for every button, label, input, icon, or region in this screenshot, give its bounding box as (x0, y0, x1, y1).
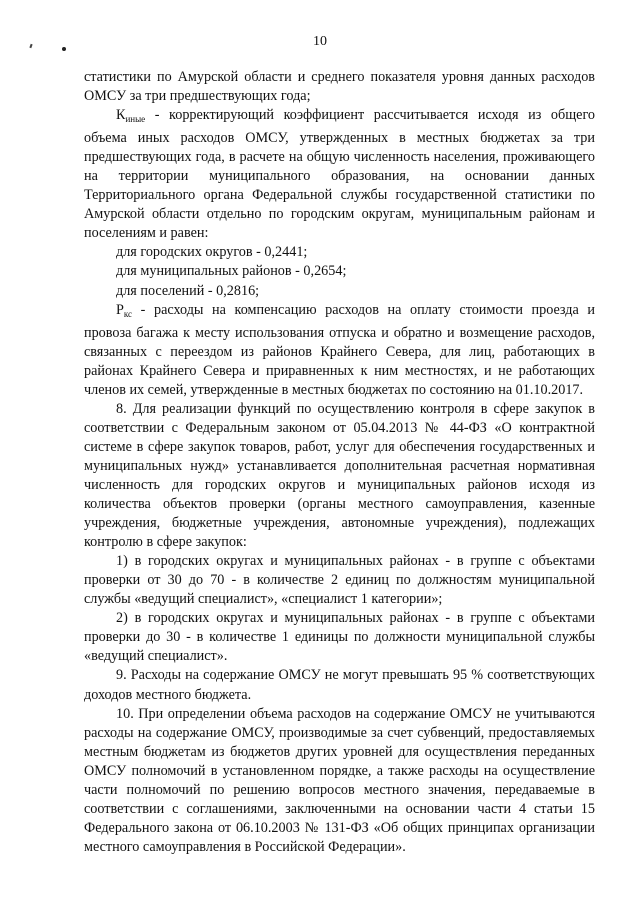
coefficient-settlements: для поселений - 0,2816; (116, 282, 260, 299)
paragraph-continuation: статистики по Амурской области и среднего показателя уровня данных расходов ОМСУ за три предшествующих года; (84, 69, 595, 105)
paragraph-8-item-2: 2) в городских округах и муниципальных районах - в группе с объектами проверки до 30 - в количестве 1 единицы по должности муниципальной службы «ведущий специалист». (84, 610, 595, 665)
paragraph-8: 8. Для реализации функций по осуществлению контроля в сфере закупок в соответствии с Федеральным законом от 05.04.2013 № 44-ФЗ «О контрактной системе в сфере закупок товаров, работ, услуг для обеспечения государственных и муниципальных нужд» устанавливается дополнительная расчетная нормативная численность для городских округов и муниципальных районов исходя из количества объектов проверки (органы местного самоуправления, казенные учреждения, бюджетные учреждения, автономные учреждения), подлежащих контролю в сфере закупок: (84, 400, 595, 551)
scan-dot (62, 47, 66, 51)
paragraph-r-ks (84, 301, 595, 400)
paragraph-k-other-text: - корректирующий коэффициент рассчитывается исходя из общего объема иных расходов ОМСУ, утвержденных в местных бюджетах за три предшествующих года, в расчете на общую численность населения, проживающего на территории муниципального образования, на основании данных Территориального органа Федеральной службы государственной статистики по Амурской области отдельно по городским округам, муниципальным районам и поселениям и равен: (84, 107, 595, 242)
page-number: 10 (313, 34, 327, 49)
symbol-r-subscript: кс (123, 308, 133, 319)
document-body (84, 68, 595, 857)
symbol-k: К (116, 107, 126, 124)
paragraph-8-item-1: 1) в городских округах и муниципальных районах - в группе с объектами проверки от 30 до 70 - в количестве 2 единиц по должностям муниципальной службы «ведущий специалист», «специалист 1 категории»; (84, 553, 595, 608)
paragraph-9: 9. Расходы на содержание ОМСУ не могут превышать 95 % соответствующих доходов местного бюджета. (84, 667, 595, 703)
paragraph-10: 10. При определении объема расходов на содержание ОМСУ не учитываются расходы на содержание ОМСУ, производимые за счет субвенций, предоставляемых местным бюджетам из бюджетов других уровней для осуществления переданных ОМСУ полномочий в установленном порядке, а также расходы на осуществление части полномочий по решению вопросов местного значения, передаваемые в соответствии с соглашениями, заключенными на основании части 4 статьи 15 Федерального закона от 06.10.2003 № 131-ФЗ «Об общих принципах организации местного самоуправления в Российской Федерации». (84, 705, 595, 855)
paragraph-r-ks-text: - расходы на компенсацию расходов на оплату стоимости проезда и провоза багажа к месту использования отпуска и обратно и возмещение расходов, связанных с переездом из районов Крайнего Севера, для лиц, работающих в районах Крайнего Севера и приравненных к ним местностях, и не работающих членов их семей, утвержденные в местных бюджетах по состоянию на 01.10.2017. (84, 301, 595, 398)
symbol-r: Р (116, 301, 124, 318)
symbol-k-subscript: иные (125, 114, 146, 125)
paragraph-k-other (84, 106, 595, 243)
coefficient-urban-districts: для городских округов - 0,2441; (116, 244, 308, 261)
coefficient-municipal-districts: для муниципальных районов - 0,2654; (116, 263, 347, 280)
